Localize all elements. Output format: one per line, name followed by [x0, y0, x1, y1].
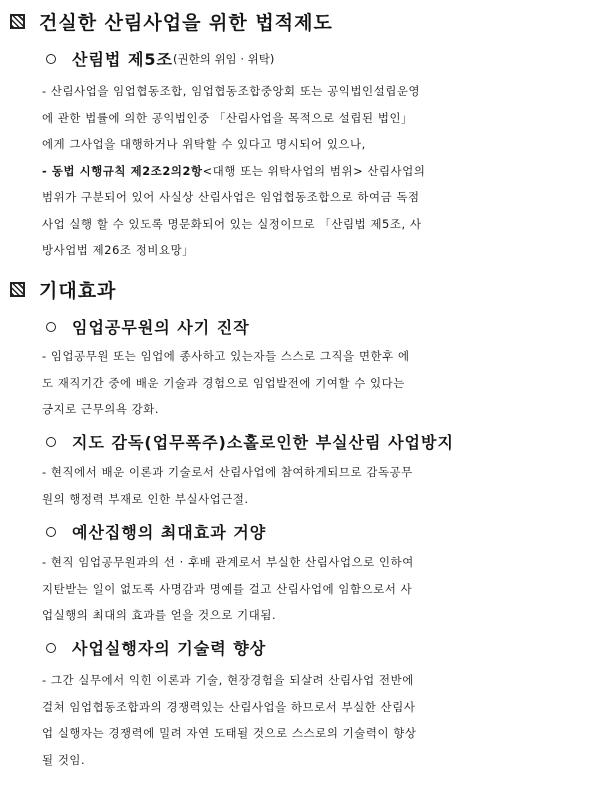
subsection-title-text: 지도 감독(업무폭주)소홀로인한 부실산림 사업방지 — [72, 433, 454, 452]
subsection-title-budget — [46, 520, 266, 543]
hatched-box-icon — [10, 282, 25, 297]
text-line: 원의 행정력 부재로 인한 부실사업근절. — [42, 491, 249, 506]
text-line: 걸쳐 임업협동조합과의 경쟁력있는 산림사업을 하므로서 부실한 산림사 — [42, 699, 416, 714]
text-line: 에게 그사업을 대행하거나 위탁할 수 있다고 명시되어 있으나, — [42, 137, 366, 151]
text-line: - 산림사업을 임업협동조합, 임업협동조합중앙회 또는 공익법인설립운영 — [42, 84, 421, 98]
paragraph-forest-law — [42, 78, 574, 264]
circle-bullet-icon — [46, 54, 56, 64]
section-title-text: 건실한 산림사업을 위한 법적제도 — [39, 12, 333, 34]
text-line: - 그간 실무에서 익힌 이론과 기술, 현장경험을 되살려 산림사업 전반에 — [42, 673, 414, 687]
circle-bullet-icon — [46, 643, 56, 653]
subsection-title-text: 산림법 제5조 — [72, 50, 173, 69]
circle-bullet-icon — [46, 437, 56, 447]
text-line: 긍지로 근무의욕 강화. — [42, 402, 160, 416]
section-title-text: 기대효과 — [39, 280, 117, 302]
subsection-title-forest-law — [46, 47, 274, 70]
bold-reference: - 동법 시행규칙 제2조2의2항 — [42, 163, 203, 178]
text-line: - 현직에서 배운 이론과 기술로서 산림사업에 참여하게되므로 감독공무 — [42, 465, 413, 479]
paragraph-morale — [42, 343, 574, 423]
text-line — [42, 158, 574, 185]
text-line: - 현직 임업공무원과의 선 · 후배 관계로서 부실한 산림사업으로 인하여 — [42, 555, 414, 569]
paragraph-budget — [42, 549, 574, 629]
text-line: 에 관한 법률에 의한 공익법인중 「산림사업을 목적으로 설립된 법인」 — [42, 110, 414, 125]
text-line: 업실행의 최대의 효과를 얻을 것으로 기대됨. — [42, 608, 277, 622]
circle-bullet-icon — [46, 322, 56, 332]
subsection-title-text: 사업실행자의 기술력 향상 — [72, 639, 267, 658]
text-line: 방사업법 제26조 정비요망」 — [42, 243, 195, 257]
text-line: - 임업공무원 또는 임업에 종사하고 있는자들 스스로 그직을 면한후 에 — [42, 349, 410, 363]
subsection-title-morale — [46, 315, 250, 338]
hatched-box-icon — [10, 14, 25, 29]
text-line: 지탄받는 일이 없도록 사명감과 명예를 걸고 산림사업에 임함으로서 사 — [42, 581, 413, 596]
section-title-legal — [10, 8, 333, 35]
circle-bullet-icon — [46, 527, 56, 537]
paragraph-supervision — [42, 459, 574, 512]
text-line: 도 재직기간 중에 배운 기술과 경험으로 임업발전에 기여할 수 있다는 — [42, 375, 405, 390]
section-title-effects — [10, 276, 116, 303]
subsection-title-text: 임업공무원의 사기 진작 — [72, 318, 250, 337]
text-line: 업 실행자는 경쟁력에 밀려 자연 도태될 것으로 스스로의 기술력이 향상 — [42, 726, 417, 740]
text-line: 범위가 구분되어 있어 사실상 산림사업은 임업협동조합으로 하여금 독점 — [42, 190, 420, 204]
subsection-title-note: (권한의 위임 · 위탁) — [172, 51, 275, 66]
subsection-title-text: 예산집행의 최대효과 거양 — [72, 523, 267, 542]
subsection-title-skill — [46, 636, 266, 659]
text-fragment: <대행 또는 위탁사업의 범위> 산림사업의 — [202, 163, 426, 178]
subsection-title-supervision — [46, 430, 454, 453]
text-line: 사업 실행 할 수 있도록 명문화되어 있는 실정이므로 「산림법 제5조, 사 — [42, 216, 422, 231]
text-line: 될 것임. — [42, 752, 86, 767]
paragraph-skill — [42, 667, 574, 773]
